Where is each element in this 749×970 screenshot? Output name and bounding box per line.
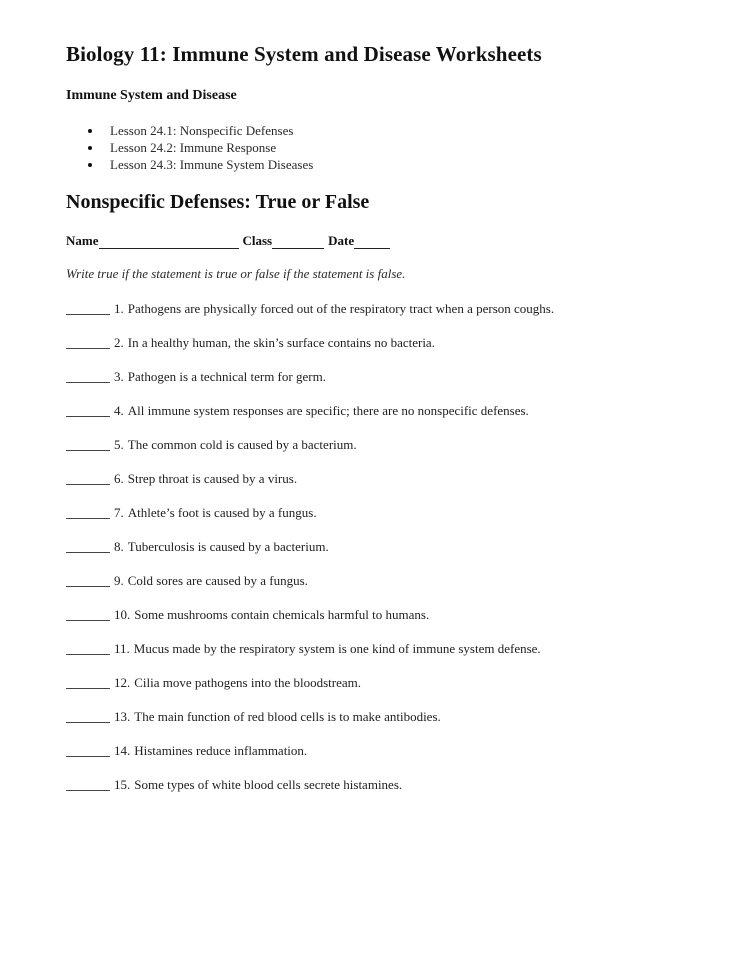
question-number: 13. [114, 709, 131, 724]
question-text: Mucus made by the respiratory system is one kind of immune system defense. [133, 641, 541, 656]
question-number: 1. [114, 301, 124, 316]
question-number: 10. [114, 607, 131, 622]
question-text: The common cold is caused by a bacterium. [127, 437, 357, 452]
lesson-item [66, 122, 313, 139]
question-text: Some types of white blood cells secrete histamines. [134, 777, 403, 792]
question-number: 2. [114, 335, 124, 350]
question-number: 3. [114, 369, 124, 384]
answer-blank[interactable] [66, 505, 110, 519]
section-heading: Immune System and Disease [66, 88, 237, 103]
question-item [66, 743, 554, 777]
question-item [66, 471, 554, 505]
question-text: Cold sores are caused by a fungus. [127, 573, 308, 588]
question-number: 11. [114, 641, 130, 656]
question-number: 15. [114, 777, 131, 792]
name-label: Name [66, 233, 99, 248]
question-item [66, 301, 554, 335]
question-text: Athlete’s foot is caused by a fungus. [127, 505, 317, 520]
answer-blank[interactable] [66, 573, 110, 587]
answer-blank[interactable] [66, 403, 110, 417]
class-label: Class [242, 233, 273, 248]
question-text: All immune system responses are specific; there are no nonspecific defenses. [127, 403, 529, 418]
question-text: Histamines reduce inflammation. [134, 743, 308, 758]
question-item [66, 437, 554, 471]
answer-blank[interactable] [66, 369, 110, 383]
bullet-icon [88, 163, 92, 167]
question-number: 9. [114, 573, 124, 588]
question-item [66, 505, 554, 539]
student-info-line [66, 233, 394, 249]
lesson-list [66, 122, 313, 173]
question-number: 14. [114, 743, 131, 758]
answer-blank[interactable] [66, 607, 110, 621]
question-text: Some mushrooms contain chemicals harmful to humans. [134, 607, 430, 622]
lesson-item [66, 156, 313, 173]
name-blank[interactable] [99, 235, 239, 249]
question-text: Cilia move pathogens into the bloodstream. [134, 675, 361, 690]
question-item [66, 573, 554, 607]
answer-blank[interactable] [66, 471, 110, 485]
answer-blank[interactable] [66, 777, 110, 791]
question-text: Tuberculosis is caused by a bacterium. [127, 539, 329, 554]
date-blank[interactable] [354, 235, 390, 249]
question-item [66, 675, 554, 709]
answer-blank[interactable] [66, 335, 110, 349]
question-number: 7. [114, 505, 124, 520]
question-item [66, 777, 554, 811]
question-text: Pathogens are physically forced out of the respiratory tract when a person coughs. [127, 301, 555, 316]
question-number: 6. [114, 471, 124, 486]
bullet-icon [88, 129, 92, 133]
answer-blank[interactable] [66, 641, 110, 655]
lesson-item [66, 139, 313, 156]
answer-blank[interactable] [66, 437, 110, 451]
question-number: 4. [114, 403, 124, 418]
question-item [66, 369, 554, 403]
question-number: 5. [114, 437, 124, 452]
question-number: 12. [114, 675, 131, 690]
document-title: Biology 11: Immune System and Disease Worksheets [66, 42, 542, 66]
question-text: The main function of red blood cells is to make antibodies. [134, 709, 441, 724]
instructions: Write true if the statement is true or false if the statement is false. [66, 266, 406, 281]
question-text: Strep throat is caused by a virus. [127, 471, 298, 486]
bullet-icon [88, 146, 92, 150]
question-item [66, 403, 554, 437]
answer-blank[interactable] [66, 709, 110, 723]
answer-blank[interactable] [66, 539, 110, 553]
question-text: In a healthy human, the skin’s surface contains no bacteria. [127, 335, 435, 350]
question-item [66, 709, 554, 743]
lesson-label: Lesson 24.2: Immune Response [110, 140, 277, 155]
worksheet-title: Nonspecific Defenses: True or False [66, 191, 370, 213]
question-item [66, 641, 554, 675]
answer-blank[interactable] [66, 743, 110, 757]
lesson-label: Lesson 24.1: Nonspecific Defenses [110, 123, 294, 138]
question-list [66, 301, 554, 811]
date-label: Date [328, 233, 355, 248]
answer-blank[interactable] [66, 301, 110, 315]
question-number: 8. [114, 539, 124, 554]
question-item [66, 539, 554, 573]
answer-blank[interactable] [66, 675, 110, 689]
question-item [66, 607, 554, 641]
question-text: Pathogen is a technical term for germ. [127, 369, 326, 384]
lesson-label: Lesson 24.3: Immune System Diseases [110, 157, 314, 172]
question-item [66, 335, 554, 369]
class-blank[interactable] [272, 235, 324, 249]
